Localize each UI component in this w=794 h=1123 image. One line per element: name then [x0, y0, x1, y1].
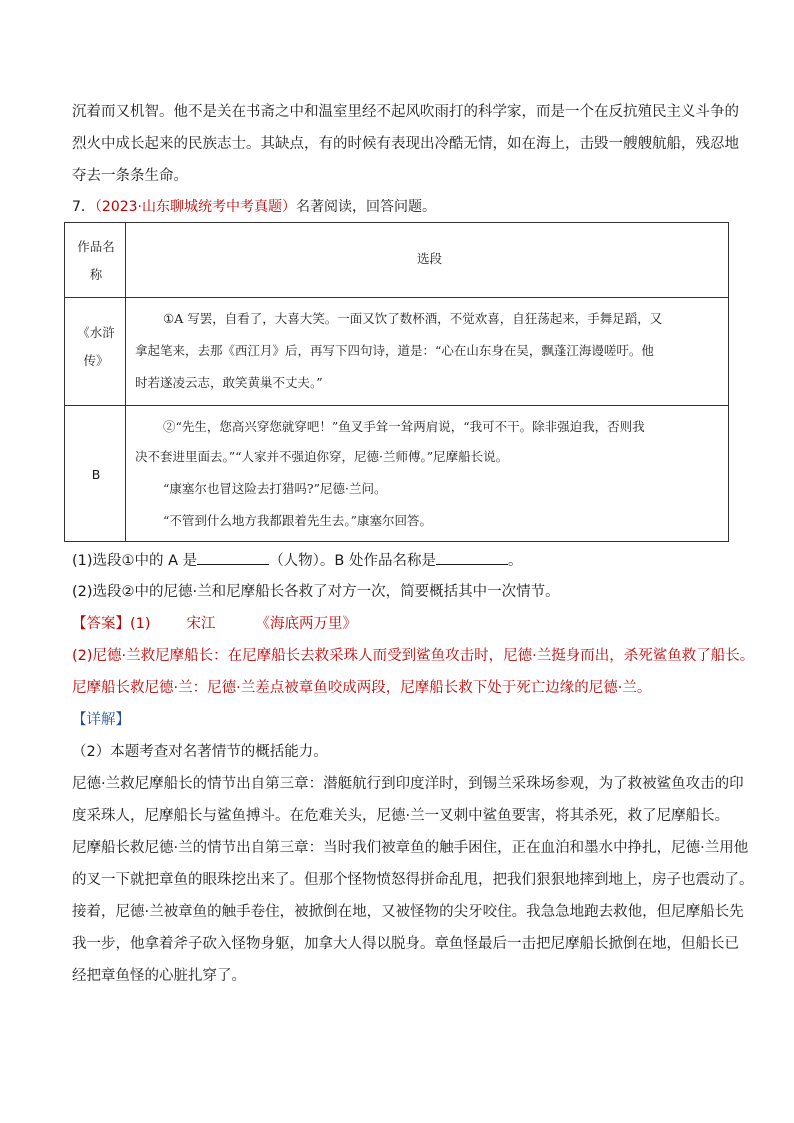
intro-line-2: 烈火中成长起来的民族志士。其缺点，有的时候有表现出冷酷无情，如在海上，击毁一艘艘航船，残忍地 [72, 136, 739, 152]
sub-question-2: (2)选段②中的尼德·兰和尼摩船长各救了对方一次，简要概括其中一次情节。 [72, 584, 560, 600]
detail-line-2: 尼德·兰救尼摩船长的情节出自第三章：潜艇航行到印度洋时，到锡兰采珠场参观，为了救被鲨鱼攻击的印 [72, 776, 744, 792]
intro-line-1: 沉着而又机智。他不是关在书斋之中和温室里经不起风吹雨打的科学家，而是一个在反抗殖民主义斗争的 [72, 104, 739, 120]
question-heading [72, 197, 436, 217]
row2-passage-line-2: 决不套进里面去。”“人家并不强迫你穿，尼德·兰师傅。”尼摩船长说。 [135, 449, 509, 464]
detail-line-6: 接着，尼德·兰被章鱼的触手卷住，被掀倒在地，又被怪物的尖牙咬住。我急急地跑去救他，但尼摩船长先 [72, 904, 744, 920]
answer-q2-line-1: (2)尼德·兰救尼摩船长：在尼摩船长去救采珠人而受到鲨鱼攻击时，尼德·兰挺身而出，杀死鲨鱼救了船长。 [72, 648, 755, 664]
detail-line-5: 的叉一下就把章鱼的眼珠挖出来了。但那个怪物愤怒得拼命乱甩，把我们狠狠地摔到地上，房子也震动了。 [72, 872, 754, 888]
detail-line-3: 度采珠人，尼摩船长与鲨鱼搏斗。在危难关头，尼德·兰一叉刺中鲨鱼要害，将其杀死，救了尼摩船长。 [72, 808, 730, 824]
detail-line-1: （2）本题考查对名著情节的概括能力。 [72, 744, 328, 760]
passage-table [64, 222, 729, 542]
row1-passage-line-1: ①A 写罢，自看了，大喜大笑。一面又饮了数杯酒，不觉欢喜，自狂荡起来，手舞足蹈，又 [163, 311, 663, 326]
answer-line-1 [72, 614, 357, 634]
row2-passage-line-3: “康塞尔也冒这险去打猎吗?”尼德·兰问。 [163, 481, 387, 496]
row1-name-line-2: 传》 [83, 353, 109, 368]
detail-line-8: 经把章鱼怪的心脏扎穿了。 [72, 968, 246, 984]
row1-passage-line-2: 拿起笔来，去那《西江月》后，再写下四句诗，道是：“心在山东身在吴，飘蓬江海谩嗟吁。他 [135, 343, 654, 358]
question-number: 7． [72, 199, 95, 215]
answer-blank-2 [436, 550, 508, 565]
answer-q1-prefix: (1) [130, 616, 151, 632]
sub-question-1-part-a: (1)选段①中的 A 是 [72, 553, 198, 569]
detail-line-4: 尼摩船长救尼德·兰的情节出自第三章：当时我们被章鱼的触手困住，正在血泊和墨水中挣扎，尼德·兰用他 [72, 840, 749, 856]
row2-passage-line-4: “不管到什么地方我都跟着先生去。”康塞尔回答。 [163, 513, 433, 528]
detail-label: 【详解】 [72, 712, 130, 728]
answer-q1-value-1: 宋江 [186, 616, 216, 632]
answer-q1-value-2: 《海底两万里》 [255, 616, 358, 632]
table-column-divider [125, 223, 126, 541]
table-row-divider-1 [65, 297, 728, 298]
sub-question-1 [72, 550, 523, 571]
question-source: （2023·山东聊城统考中考真题） [94, 199, 297, 215]
answer-q2-line-2: 尼摩船长救尼德·兰：尼德·兰差点被章鱼咬成两段，尼摩船长救下处于死亡边缘的尼德·兰。 [72, 680, 652, 696]
sub-question-1-part-b: （人物）。B 处作品名称是 [269, 553, 436, 569]
answer-blank-1 [197, 550, 269, 565]
row1-passage-line-3: 时若遂凌云志，敢笑黄巢不丈夫。” [135, 375, 323, 390]
sub-question-1-part-c: 。 [508, 553, 523, 569]
answer-label: 【答案】 [72, 616, 130, 632]
row1-name-line-1: 《水浒 [77, 325, 115, 340]
detail-line-7: 我一步，他拿着斧子砍入怪物身躯，加拿大人得以脱身。章鱼怪最后一击把尼摩船长掀倒在地，但船长已 [72, 936, 739, 952]
table-row-divider-2 [65, 405, 728, 406]
intro-line-3: 夺去一条条生命。 [72, 168, 188, 184]
header-name-line-1: 作品名 [77, 239, 115, 254]
question-text: 名著阅读，回答问题。 [296, 199, 437, 215]
row2-name: B [91, 467, 101, 482]
header-passage: 选段 [417, 251, 443, 266]
header-name-line-2: 称 [89, 267, 103, 282]
row2-passage-line-1: ②“先生，您高兴穿您就穿吧！”鱼叉手耸一耸两肩说，“我可不干。除非强迫我，否则我 [163, 419, 645, 434]
